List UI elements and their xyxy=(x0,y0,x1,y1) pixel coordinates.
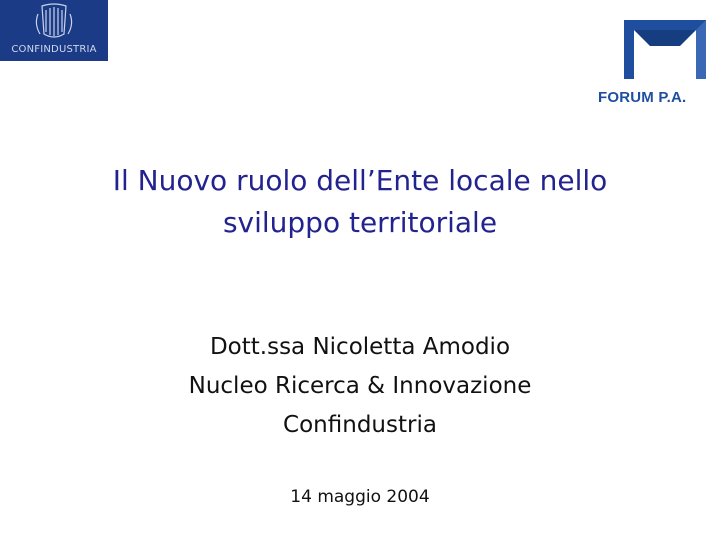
author-unit: Nucleo Ricerca & Innovazione xyxy=(188,373,532,399)
presentation-date: 14 maggio 2004 xyxy=(290,487,430,507)
author-block xyxy=(60,328,660,445)
author-name: Dott.ssa Nicoletta Amodio xyxy=(209,334,511,360)
presentation-title xyxy=(40,160,680,244)
forum-pa-logo xyxy=(598,15,708,110)
confindustria-logo xyxy=(0,0,108,61)
confindustria-logo-text: CONFINDUSTRIA xyxy=(11,44,97,55)
title-line-1: Il Nuovo ruolo dell’Ente locale nello xyxy=(112,164,608,197)
author-organization: Confindustria xyxy=(283,412,437,438)
forum-pa-logo-text: FORUM P.A. xyxy=(598,89,687,106)
title-line-2: sviluppo territoriale xyxy=(222,206,498,239)
